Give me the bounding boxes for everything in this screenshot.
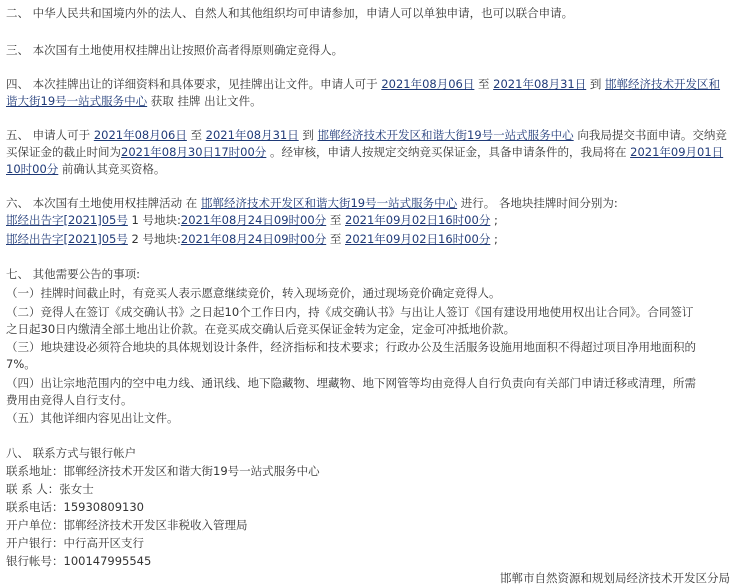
- listing-notice-no: 邯经出告字[2021]05号: [6, 213, 128, 227]
- para-4: [6, 76, 720, 92]
- para-2: 二、 中华人民共和国境内外的法人、自然人和其他组织均可申请参加，申请人可以单独申请，也可以联合申请。: [6, 6, 574, 20]
- listing-end: 2021年09月02日16时00分: [345, 232, 491, 246]
- p5-text-h: 前确认其竞买资格。: [58, 162, 166, 176]
- listing-tail: ;: [490, 213, 498, 227]
- p5-date-end: 2021年08月31日: [205, 128, 299, 142]
- p4-date-start: 2021年08月06日: [381, 77, 475, 91]
- para-7-title: 七、 其他需要公告的事项:: [6, 267, 141, 281]
- para-5: [6, 127, 727, 143]
- item-5: （五）其他详细内容见出让文件。: [6, 411, 179, 425]
- listing-row-2: [6, 231, 498, 247]
- p4-text-d: 获取 挂牌 出让文件。: [147, 94, 262, 108]
- item-4: （四）出让宗地范围内的空中电力线、通讯线、地下隐藏物、埋藏物、地下网管等均由竞得人自行负责向有关部门申请迁移或清理，所需: [6, 376, 696, 390]
- contact-person: 联 系 人：张女士: [6, 482, 94, 496]
- p5-text-c: 到: [298, 128, 318, 142]
- listing-to: 至: [326, 213, 346, 227]
- p4-text-b: 至: [474, 77, 494, 91]
- para-6: [6, 195, 618, 211]
- p5-confirm-date: 2021年09月01日: [630, 145, 724, 159]
- p5-text-b: 至: [186, 128, 206, 142]
- item-3: （三）地块建设必须符合地块的具体规划设计条件，经济指标和技术要求；行政办公及生活服务设施用地面积不得超过项目净用地面积的: [6, 340, 696, 354]
- p5-confirm-time: 10时00分: [6, 162, 59, 176]
- item-4-cont: 费用由竞得人自行支付。: [6, 393, 133, 407]
- listing-tail: ;: [490, 232, 498, 246]
- item-1: （一）挂牌时间截止时，有竞买人表示愿意继续竞价，转入现场竞价，通过现场竞价确定竞得人。: [6, 286, 501, 300]
- p5-text-f: 。经审核，申请人按规定交纳竞买保证金，具备申请条件的，我局将在: [266, 145, 631, 159]
- listing-end: 2021年09月02日16时00分: [345, 213, 491, 227]
- p5-text-e: 买保证金的截止时间为: [6, 145, 121, 159]
- para-3: 三、 本次国有土地使用权挂牌出让按照价高者得原则确定竞得人。: [6, 43, 344, 57]
- p4-text-a: 四、 本次挂牌出让的详细资料和具体要求，见挂牌出让文件。申请人可于: [6, 77, 382, 91]
- item-2: （二）竞得人在签订《成交确认书》之日起10个工作日内，持《成交确认书》与出让人签订《国有建设用地使用权出让合同》。合同签订: [6, 305, 694, 319]
- p4-text-c: 到: [586, 77, 606, 91]
- listing-block: 2 号地块:: [127, 232, 181, 246]
- p6-place: 邯郸经济技术开发区和谐大街19号一站式服务中心: [200, 196, 458, 210]
- issuer-signature: 邯郸市自然资源和规划局经济技术开发区分局: [500, 571, 730, 585]
- p4-date-end: 2021年08月31日: [493, 77, 587, 91]
- p4-place-cont: 谐大街19号一站式服务中心: [6, 94, 148, 108]
- item-2-cont: 之日起30日内缴清全部土地出让价款。在竞买成交确认后竞买保证金转为定金，定金可冲抵地价款。: [6, 322, 516, 336]
- contact-phone: 联系电话：15930809130: [6, 500, 144, 514]
- para-5-line-3: [6, 161, 165, 177]
- account-unit: 开户单位：邯郸经济技术开发区非税收入管理局: [6, 518, 248, 532]
- item-3-cont: 7%。: [6, 357, 36, 371]
- listing-row-1: [6, 212, 498, 228]
- listing-notice-no: 邯经出告字[2021]05号: [6, 232, 128, 246]
- p5-date-start: 2021年08月06日: [93, 128, 187, 142]
- listing-start: 2021年08月24日09时00分: [180, 213, 327, 227]
- p4-place: 邯郸经济技术开发区和: [605, 77, 721, 91]
- p6-text-a: 六、 本次国有土地使用权挂牌活动 在: [6, 196, 201, 210]
- account-number: 银行帐号：100147995545: [6, 554, 152, 568]
- listing-start: 2021年08月24日09时00分: [180, 232, 327, 246]
- p5-text-d: 向我局提交书面申请。交纳竞: [573, 128, 727, 142]
- p5-deadline: 2021年08月30日17时00分: [121, 145, 267, 159]
- listing-to: 至: [326, 232, 346, 246]
- contact-address: 联系地址：邯郸经济技术开发区和谐大街19号一站式服务中心: [6, 464, 320, 478]
- account-bank: 开户银行：中行高开区支行: [6, 536, 144, 550]
- listing-block: 1 号地块:: [127, 213, 181, 227]
- para-5-line-2: [6, 144, 723, 160]
- para-8-title: 八、 联系方式与银行帐户: [6, 446, 137, 460]
- p6-text-b: 进行。 各地块挂牌时间分别为:: [457, 196, 618, 210]
- p5-place: 邯郸经济技术开发区和谐大街19号一站式服务中心: [317, 128, 574, 142]
- p5-text-a: 五、 申请人可于: [6, 128, 94, 142]
- para-4-line-2: [6, 93, 262, 109]
